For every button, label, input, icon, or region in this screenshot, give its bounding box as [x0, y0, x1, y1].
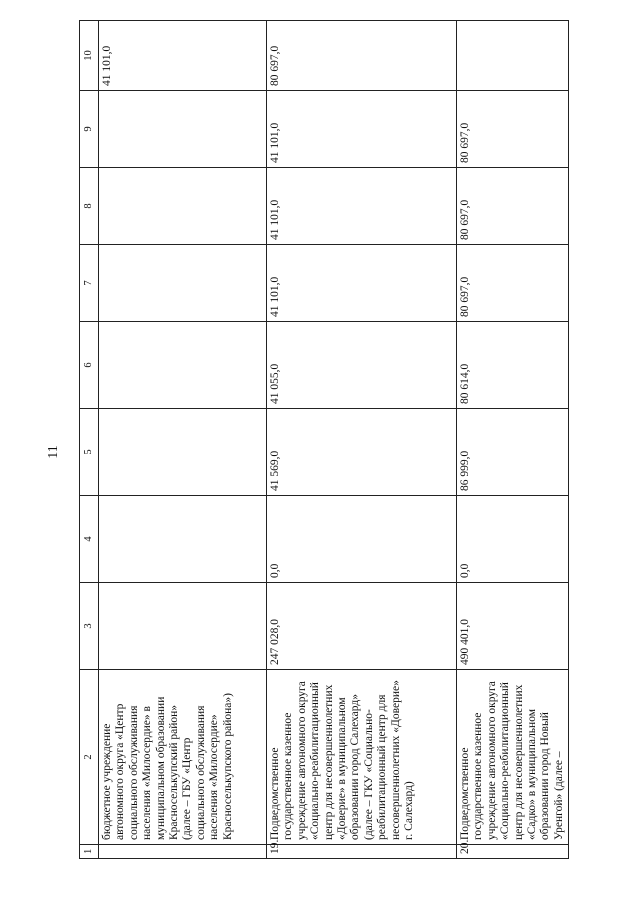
budget-table-container	[79, 21, 565, 859]
value-cell: 41 101,0	[267, 168, 457, 245]
value-cell	[99, 91, 267, 168]
value-cell: 0,0	[457, 496, 569, 583]
value-cell: 41 101,0	[267, 245, 457, 322]
row-index: 20.	[457, 845, 569, 859]
budget-table	[79, 20, 569, 859]
value-cell: 0,0	[267, 496, 457, 583]
value-cell: 490 401,0	[457, 583, 569, 670]
value-cell: 80 697,0	[267, 21, 457, 91]
row-index: 19.	[267, 845, 457, 859]
value-cell: 80 614,0	[457, 322, 569, 409]
value-cell	[99, 496, 267, 583]
value-cell	[99, 583, 267, 670]
value-cell: 41 055,0	[267, 322, 457, 409]
value-cell: 80 697,0	[457, 168, 569, 245]
col-header: 1	[80, 845, 99, 859]
value-cell	[99, 168, 267, 245]
col-header: 10	[80, 21, 99, 91]
value-cell	[457, 21, 569, 91]
value-cell	[99, 409, 267, 496]
value-cell: 41 569,0	[267, 409, 457, 496]
col-header: 7	[80, 245, 99, 322]
table-row	[99, 21, 267, 859]
value-cell: 86 999,0	[457, 409, 569, 496]
institution-name: бюджетное учреждение автономного округа «Центр социального обслуживания населения «Милосердие» в муниципальном образовании Красноселькупский район» (далее – ГБУ «Центр социального обслуживания населения «Милосердие» Красноселькупского района»)	[99, 670, 267, 845]
row-index	[99, 845, 267, 859]
col-header: 2	[80, 670, 99, 845]
value-cell: 80 697,0	[457, 91, 569, 168]
header-row	[80, 21, 99, 859]
table-row	[267, 21, 457, 859]
col-header: 6	[80, 322, 99, 409]
value-cell: 80 697,0	[457, 245, 569, 322]
col-header: 4	[80, 496, 99, 583]
col-header: 8	[80, 168, 99, 245]
value-cell: 41 101,0	[267, 91, 457, 168]
page-number: 11	[46, 445, 61, 459]
value-cell: 247 028,0	[267, 583, 457, 670]
value-cell	[99, 322, 267, 409]
col-header: 9	[80, 91, 99, 168]
col-header: 5	[80, 409, 99, 496]
col-header: 3	[80, 583, 99, 670]
table-row	[457, 21, 569, 859]
value-cell: 41 101,0	[99, 21, 267, 91]
value-cell	[99, 245, 267, 322]
institution-name: Подведомственное государственное казенное учреждение автономного округа «Социально-реабилитационный центр для несовершеннолетних «Садко» в муниципальном образовании город Новый Уренгой» (далее –	[457, 670, 569, 845]
institution-name: Подведомственное государственное казенное учреждение автономного округа «Социально-реабилитационный центр для несовершеннолетних «Доверие» в муниципальном образовании город Салехард» (далее – ГКУ «Социально-реабилитационный центр для несовершеннолетних «Доверие» г. Салехард)	[267, 670, 457, 845]
